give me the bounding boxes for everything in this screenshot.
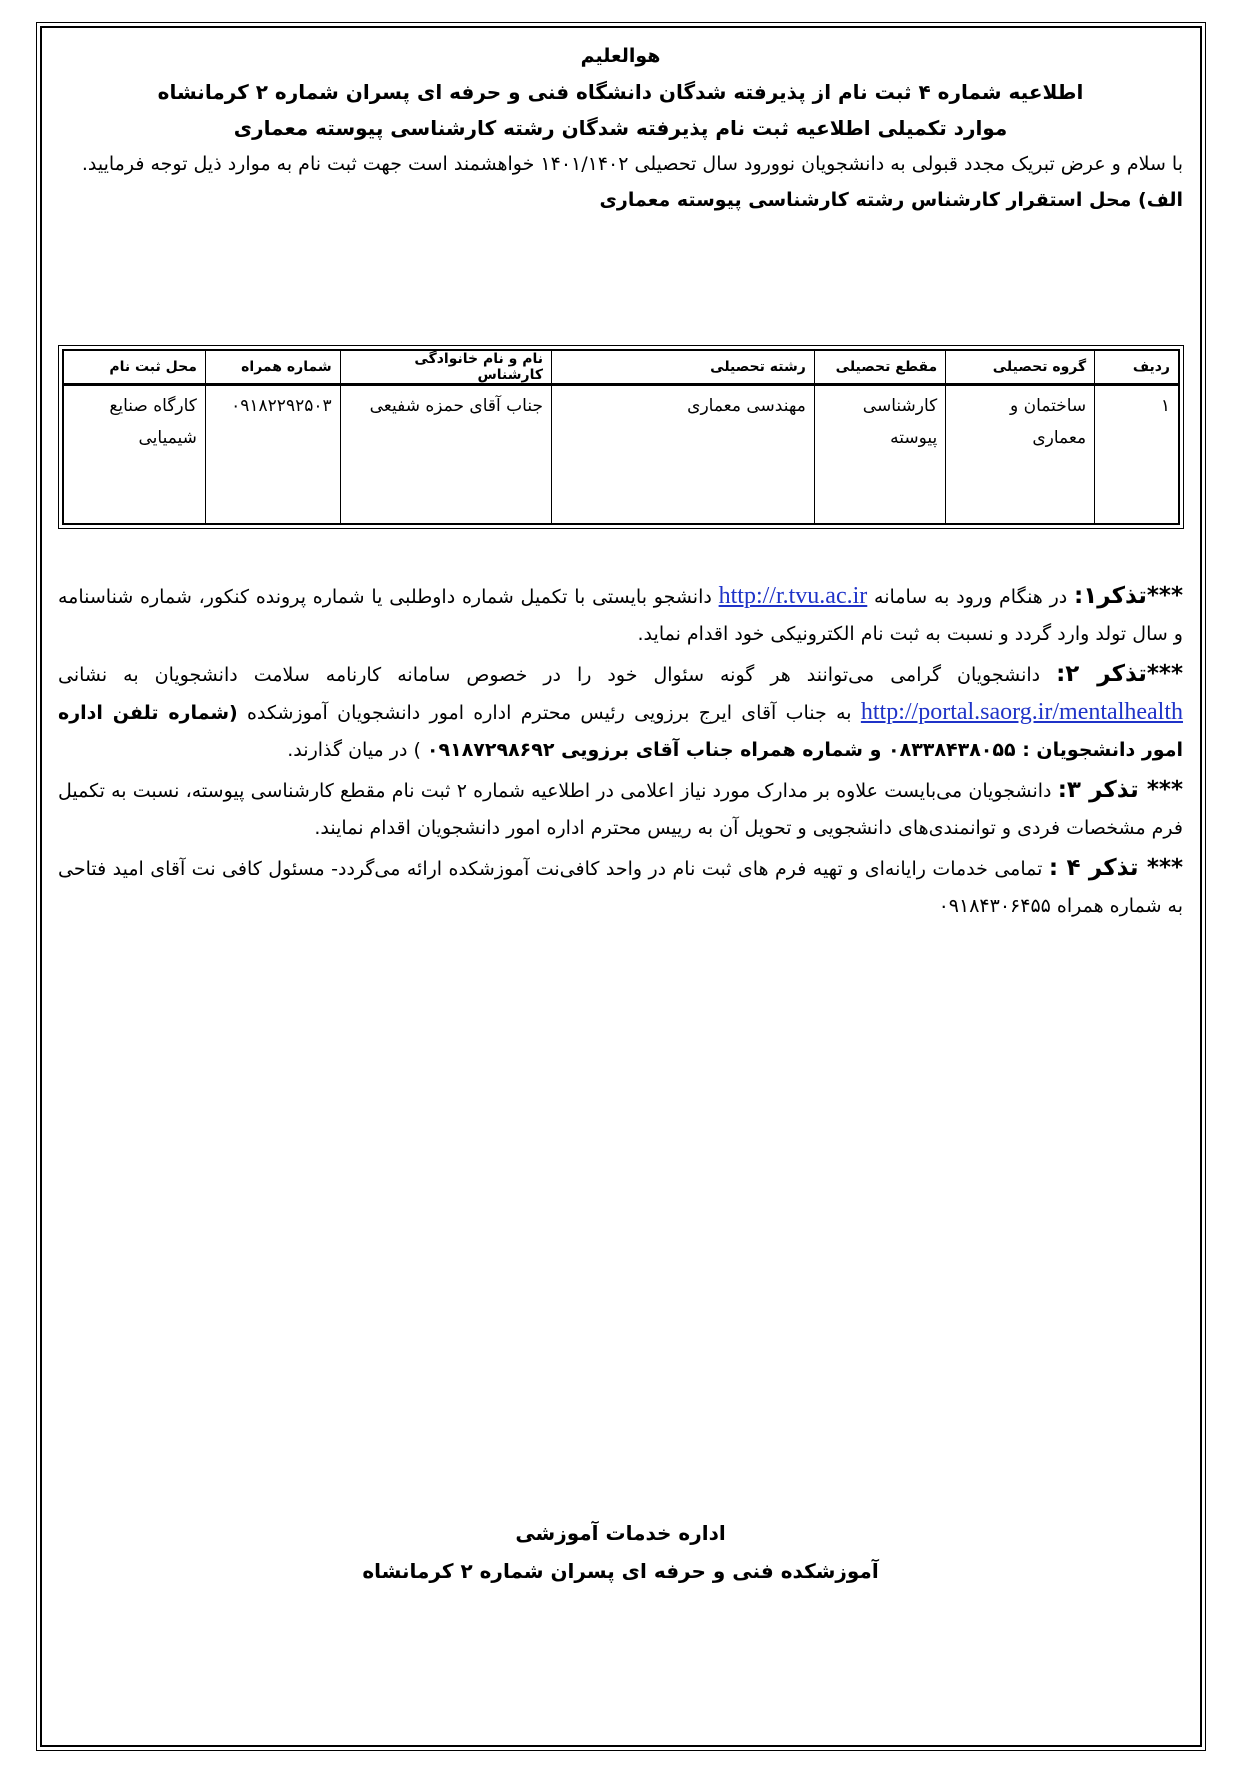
announcement-title: اطلاعیه شماره ۴ ثبت نام از پذیرفته شدگان دانشگاه فنی و حرفه ای پسران شماره ۲ کرمانشاه (157, 80, 1084, 104)
note-1-text-before: در هنگام ورود به سامانه (867, 586, 1075, 608)
col-header-row: ردیف (1095, 350, 1179, 385)
cell-group: ساختمان و معماری (946, 385, 1095, 525)
cell-phone: ۰۹۱۸۲۲۹۲۵۰۳ (205, 385, 340, 525)
col-header-group: گروه تحصیلی (946, 350, 1095, 385)
signature-block (58, 1514, 1183, 1590)
document-header (58, 30, 1183, 218)
note-1-text-after: دانشجو بایستی با تکمیل شماره داوطلبی یا شماره پرونده کنکور، شماره شناسنامه و سال تولد وارد گردد و نسبت به ثبت نام الکترونیکی خود اقدام نماید. (58, 586, 1183, 645)
cell-major: مهندسی معماری (551, 385, 814, 525)
note-3 (58, 772, 1183, 847)
note-1-link[interactable]: http://r.tvu.ac.ir (718, 583, 868, 609)
note-4-text: تمامی خدمات رایانه‌ای و تهیه فرم های ثبت نام در واحد کافی‌نت آموزشکده ارائه می‌گردد- مسئول کافی نت آقای امید فتاحی به شماره همراه ۰۹۱۸۴۳۰۶۴۵۵ (58, 858, 1183, 917)
cell-name: جناب آقای حمزه شفیعی (340, 385, 551, 525)
footer-office: اداره خدمات آموزشی (515, 1521, 726, 1545)
table-row (63, 385, 1179, 525)
note-4-label: *** تذکر ۴ : (1048, 855, 1183, 881)
table-header-row (63, 350, 1179, 385)
col-header-phone: شماره همراه (205, 350, 340, 385)
col-header-location: محل ثبت نام (63, 350, 205, 385)
note-2-link[interactable]: http://portal.saorg.ir/mentalhealth (860, 699, 1184, 725)
cell-level: کارشناسی پیوسته (814, 385, 945, 525)
col-header-name: نام و نام خانوادگی کارشناس (340, 350, 551, 385)
invocation: هوالعلیم (580, 45, 661, 67)
note-2-text-after: ) در میان گذارند. (287, 739, 427, 761)
note-3-text: دانشجویان می‌بایست علاوه بر مدارک مورد نیاز اعلامی در اطلاعیه شماره ۲ ثبت نام مقطع کارشناسی پیوسته، نسبت به تکمیل فرم مشخصات فردی و توانمندی‌های دانشجویی و تحویل آن به رییس محترم اداره امور دانشجویان اقدام نمایند. (58, 780, 1183, 839)
col-header-level: مقطع تحصیلی (814, 350, 945, 385)
note-2-text-middle: به جناب آقای ایرج برزویی رئیس محترم اداره امور دانشجویان آموزشکده (237, 702, 861, 724)
notes-section (58, 578, 1183, 928)
note-3-label: *** تذکر ۳: (1057, 777, 1183, 803)
note-2-label: ***تذکر ۲: (1056, 661, 1183, 687)
note-1-label: ***تذکر۱: (1074, 583, 1183, 609)
note-1 (58, 578, 1183, 653)
registration-table (62, 349, 1180, 525)
intro-paragraph: با سلام و عرض تبریک مجدد قبولی به دانشجویان نوورود سال تحصیلی ۱۴۰۱/۱۴۰۲ خواهشمند است جهت ثبت نام به موارد ذیل توجه فرمایید. (81, 153, 1183, 175)
footer-institution: آموزشکده فنی و حرفه ای پسران شماره ۲ کرمانشاه (362, 1559, 879, 1583)
note-2 (58, 656, 1183, 769)
section-a-heading: الف) محل استقرار کارشناس رشته کارشناسی پیوسته معماری (599, 189, 1183, 211)
announcement-subtitle: موارد تکمیلی اطلاعیه ثبت نام پذیرفته شدگان رشته کارشناسی پیوسته معماری (233, 116, 1008, 140)
note-2-contact: (شماره تلفن اداره امور دانشجویان : ۰۸۳۳۸۴۳۸۰۵۵ و شماره همراه جناب آقای برزویی ۰۹۱۸۷۲۹۸۶۹۲ (58, 702, 1183, 761)
col-header-major: رشته تحصیلی (551, 350, 814, 385)
note-2-text-before: دانشجویان گرامی می‌توانند هر گونه سئوال خود را در خصوص سامانه کارنامه سلامت دانشجویان به نشانی (58, 664, 1057, 686)
cell-location: کارگاه صنایع شیمیایی (63, 385, 205, 525)
cell-row: ۱ (1095, 385, 1179, 525)
note-4 (58, 850, 1183, 925)
registration-table-frame (58, 345, 1184, 529)
